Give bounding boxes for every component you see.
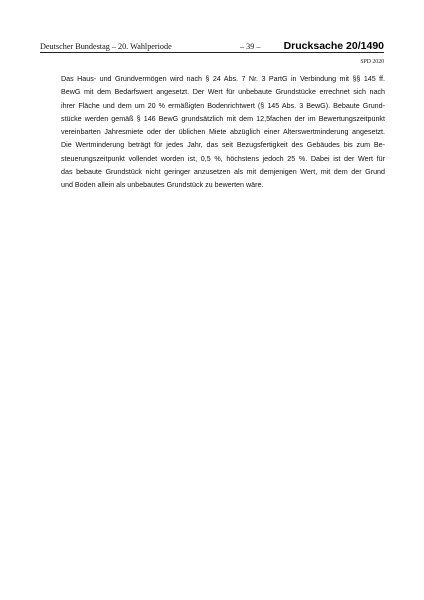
- paragraph-line: Die Wertminderung beträgt für jedes Jahr, das seit Bezugsfertigkeit des Gebäudes bis zum Be-: [61, 141, 385, 150]
- header-rule: [40, 52, 384, 53]
- paragraph-line: vereinbarten Jahresmiete oder der üblichen Miete abzüglich einer Alterswertminderung angesetzt.: [61, 128, 385, 137]
- page-header: [40, 39, 384, 53]
- source-tag: SPD 2020: [360, 59, 384, 65]
- header-document-number: Drucksache 20/1490: [283, 40, 384, 52]
- header-page-number: – 39 –: [240, 42, 261, 51]
- paragraph-line: steuerungszeitpunkt vollendet worden ist, 0,5 %, höchstens jedoch 25 %. Dabei ist der Wert für: [61, 154, 385, 163]
- paragraph-line: stücke werden gemäß § 146 BewG grundsätzlich mit dem 12,5fachen der im Bewertungszeitpunkt: [61, 114, 385, 123]
- header-publication: Deutscher Bundestag – 20. Wahlperiode: [40, 42, 172, 51]
- body-paragraph: [61, 73, 385, 193]
- paragraph-line: und Boden allein als unbebautes Grundstück zu bewerten wäre.: [61, 181, 264, 190]
- paragraph-line: ihrer Fläche und dem um 20 % ermäßigten Bodenrichtwert (§ 145 Abs. 3 BewG). Bebaute Grund-: [61, 101, 385, 110]
- paragraph-line: das bebaute Grundstück nicht geringer anzusetzen als mit demjenigen Wert, mit dem der Grund: [61, 168, 385, 177]
- paragraph-line: Das Haus- und Grundvermögen wird nach § 24 Abs. 7 Nr. 3 PartG in Verbindung mit §§ 145 ff.: [61, 75, 385, 83]
- paragraph-line: BewG mit dem Bedarfswert angesetzt. Der Wert für unbebaute Grundstücke errechnet sich nach: [61, 88, 385, 97]
